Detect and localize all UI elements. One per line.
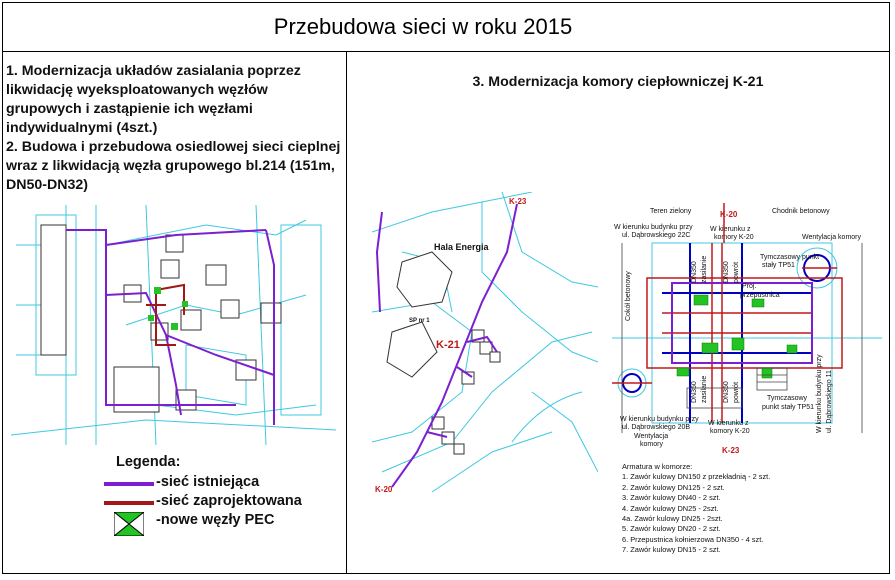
legend-node-icon <box>114 512 144 536</box>
item-2-text: 2. Budowa i przebudowa osiedlowej sieci cieplnej wraz z likwidacją węzła grupowego bl.214 (151m, DN50-DN32) <box>6 139 341 193</box>
label-cokol: Cokół betonowy <box>625 271 632 321</box>
legend-label-existing: -sieć istniejąca <box>156 474 260 490</box>
label-tp-top-1: Tymczasowy punkt <box>760 254 820 261</box>
armatura-item: 4. Zawór kulowy DN25 - 2szt. <box>622 503 719 513</box>
legend-label-designed: -sieć zaprojektowana <box>156 493 302 509</box>
item-1-text: 1. Modernizacja układów zasialania poprzez likwidację wyeksploatowanych węzłów grupowych i zastąpienie ich węzłami indywidualnymi (4szt.) <box>6 63 301 136</box>
site-map-left <box>6 205 338 445</box>
title-row <box>3 3 889 52</box>
label-k20-bottom: K-20 <box>375 485 393 494</box>
label-powrot: powrót <box>733 261 740 283</box>
armatura-item: 1. Zawór kulowy DN150 z przekładnią - 2 szt. <box>622 472 771 482</box>
label-hala: Hala Energia <box>434 242 489 252</box>
column-divider <box>346 51 347 573</box>
label-tp-bot-2: punkt stały TP51 <box>762 404 815 411</box>
page-title: Przebudowa sieci w roku 2015 <box>273 14 573 39</box>
label-to-k20-1: W kierunku z <box>710 226 751 233</box>
armatura-item: 5. Zawór kulowy DN20 - 2 szt. <box>622 524 721 534</box>
label-przepustnica-1: Proj. <box>742 283 757 290</box>
armatura-item: 2. Zawór kulowy DN125 - 2 szt. <box>622 482 725 492</box>
label-zasilanie-2: zasilanie <box>701 375 708 403</box>
label-went-top: Wentylacja komory <box>802 234 862 241</box>
label-dn350-b: DN350 <box>723 261 730 283</box>
label-zasilanie: zasilanie <box>701 255 708 283</box>
armatura-item: 6. Przepustnica kołnierzowa DN350 - 4 szt. <box>622 534 764 544</box>
label-to-k20b-2: komory K-20 <box>710 428 750 435</box>
label-from-22c-1: W kierunku budynku przy <box>614 224 693 231</box>
label-tp-bot-1: Tymczasowy <box>767 395 808 402</box>
left-description <box>6 62 344 195</box>
label-sp: SP nr 1 <box>409 318 430 324</box>
legend-title: Legenda: <box>116 454 181 470</box>
label-from-22c-2: ul. Dąbrowskiego 22C <box>622 232 691 239</box>
label-dn350-c: DN350 <box>691 381 698 403</box>
label-k21: K-21 <box>436 339 460 351</box>
armatura-title: Armatura w komorze: <box>622 462 693 471</box>
label-to-k20-2: komory K-20 <box>714 234 754 241</box>
label-from-20b-1: W kierunku budynku przy <box>620 416 699 423</box>
armatura-item: 7. Zawór kulowy DN15 - 2 szt. <box>622 545 721 555</box>
label-dn350-a: DN350 <box>691 261 698 283</box>
label-dab11-1: W kierunku budynku przy <box>816 354 823 433</box>
label-k23-chamber: K-23 <box>722 446 740 455</box>
legend-swatch-designed <box>104 501 154 505</box>
label-to-k20b-1: W kierunku z <box>708 420 749 427</box>
armatura-item: 3. Zawór kulowy DN40 - 2 szt. <box>622 493 721 503</box>
legend-swatch-existing <box>104 482 154 486</box>
armatura-item: 4a. Zawór kulowy DN25 - 2szt. <box>622 514 723 524</box>
armatura-list <box>622 462 770 556</box>
label-went-bot-1: Wentylacja <box>634 433 669 440</box>
label-dn350-d: DN350 <box>723 381 730 403</box>
label-dab11-2: ul. Dąbrowskiego 11 <box>826 370 833 433</box>
label-teren: Teren zielony <box>650 208 692 215</box>
chamber-k21-drawing <box>612 203 882 458</box>
label-przepustnica-2: przepustnica <box>740 292 780 299</box>
item-3-text: 3. Modernizacja komory ciepłowniczej K-21 <box>472 74 764 90</box>
label-powrot-2: powrót <box>733 381 740 403</box>
label-went-bot-2: komory <box>640 441 663 448</box>
site-map-k21 <box>372 192 598 497</box>
label-from-20b-2: ul. Dąbrowskiego 20B <box>622 424 691 431</box>
label-tp-top-2: stały TP51 <box>762 262 795 269</box>
label-chodnik: Chodnik betonowy <box>772 208 830 215</box>
label-k23-top: K-23 <box>509 197 527 206</box>
label-k20-chamber: K-20 <box>720 210 738 219</box>
legend-label-nodes: -nowe węzły PEC <box>156 512 275 528</box>
